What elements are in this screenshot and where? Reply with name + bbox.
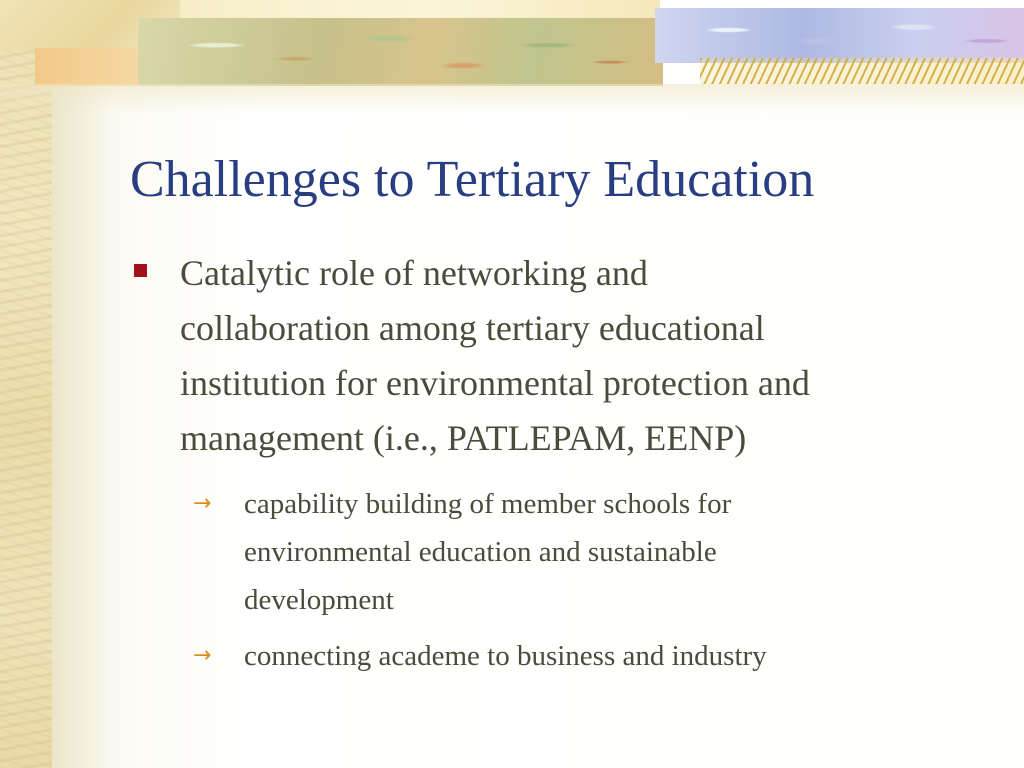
top-decorative-banner [0,0,1024,90]
banner-leaves-image [138,18,663,86]
left-decorative-strip [0,0,52,768]
banner-grass-image [700,58,1024,84]
sub-bullet-text-line: connecting academe to business and industry [244,640,767,672]
banner-blue-flowers-image [655,8,1024,63]
sub-bullet-item [130,480,1000,624]
bullet-text-line: management (i.e., PATLEPAM, EENP) [180,418,747,458]
sub-bullet-item [130,632,1000,680]
sub-bullet-text-line: capability building of member schools for [244,488,732,520]
slide-body [130,246,1000,680]
square-bullet-icon [134,264,147,277]
arrow-right-icon: → [193,491,212,516]
banner-fade [0,84,1024,114]
left-strip-shadow [52,0,112,768]
bullet-text-line: institution for environmental protection and [180,363,810,403]
sub-bullet-text-line: development [244,584,394,616]
slide-title: Challenges to Tertiary Education [130,151,815,208]
bullet-text-line: Catalytic role of networking and [180,253,648,293]
banner-orange-block [35,48,145,86]
sub-bullet-text-line: environmental education and sustainable [244,536,717,568]
bullet-item [130,246,1000,466]
bullet-text-line: collaboration among tertiary educational [180,308,765,348]
arrow-right-icon: → [193,643,212,668]
